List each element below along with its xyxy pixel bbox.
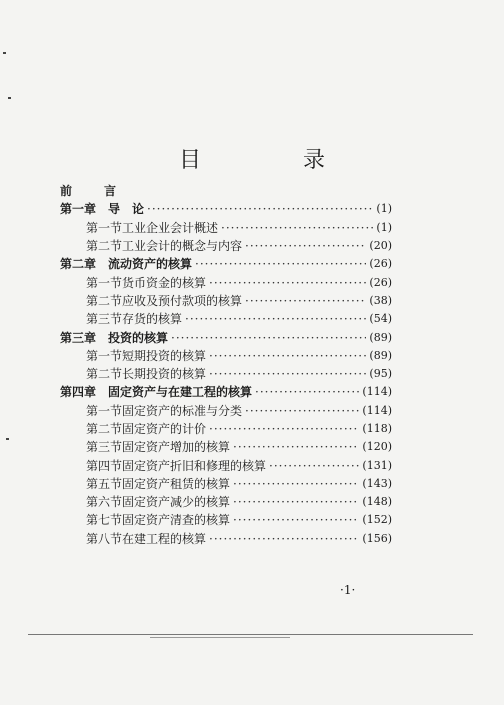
dot-leader — [209, 532, 359, 546]
dot-leader — [255, 385, 359, 399]
toc-title: 在建工程的核算 — [122, 531, 207, 546]
page-number-footer: ·1· — [340, 583, 356, 597]
dot-leader — [233, 440, 359, 454]
toc-number: 第一章 — [60, 202, 97, 217]
dot-leader — [209, 422, 359, 436]
toc-page: (54) — [369, 312, 392, 326]
toc-page: (89) — [369, 348, 392, 362]
toc-number: 第四节 — [86, 458, 123, 473]
toc-page: (118) — [362, 422, 392, 435]
toc-title: 固定资产的计价 — [122, 422, 207, 436]
toc-entry-section[interactable] — [60, 347, 392, 365]
toc-page: (38) — [369, 293, 392, 307]
dot-leader — [233, 513, 359, 527]
scan-mark — [3, 52, 6, 54]
dot-leader — [185, 312, 366, 326]
dot-leader — [221, 221, 373, 235]
dot-leader — [269, 459, 359, 473]
toc-entry-section[interactable] — [60, 530, 392, 548]
toc-title: 流动资产的核算 — [108, 257, 193, 272]
toc-page: (1) — [376, 202, 392, 216]
toc-title: 固定资产与在建工程的核算 — [108, 385, 253, 400]
toc-entry-section[interactable] — [60, 402, 392, 420]
toc-entry-section[interactable] — [60, 475, 392, 493]
toc-title: 短期投资的核算 — [122, 348, 207, 363]
toc-page: (26) — [369, 257, 392, 271]
dot-leader — [245, 404, 359, 418]
toc-entry-chapter-1[interactable] — [60, 200, 392, 218]
toc-page: (95) — [369, 367, 392, 381]
toc-number: 第七节 — [86, 513, 123, 528]
toc-page: (1) — [376, 220, 392, 234]
toc-title: 固定资产增加的核算 — [122, 440, 231, 455]
toc-number: 第一节 — [86, 275, 123, 290]
toc-entry-section[interactable] — [60, 511, 392, 529]
toc-page: (20) — [369, 239, 392, 253]
dot-leader — [171, 331, 366, 345]
toc-number: 第一节 — [86, 348, 123, 363]
toc-entry-section[interactable] — [60, 292, 392, 310]
toc-title: 固定资产减少的核算 — [122, 495, 231, 510]
toc-page: (89) — [369, 330, 392, 344]
dot-leader — [233, 495, 359, 509]
toc-number: 第三章 — [60, 330, 97, 345]
toc-title: 货币资金的核算 — [122, 275, 207, 290]
scan-mark — [6, 438, 9, 440]
toc-entry-chapter-4[interactable] — [60, 383, 392, 401]
toc-entry-section[interactable] — [60, 493, 392, 511]
toc-entry-chapter-2[interactable] — [60, 255, 392, 273]
toc-number: 第二章 — [60, 257, 97, 272]
toc-page: (120) — [362, 440, 392, 454]
toc-title: 投资的核算 — [108, 330, 169, 345]
toc-number: 第二节 — [86, 422, 123, 436]
toc-page: (114) — [362, 403, 392, 417]
toc-entry-preface[interactable] — [60, 182, 392, 200]
toc-entry-section[interactable] — [60, 456, 392, 474]
toc-entry-section[interactable] — [60, 420, 392, 438]
toc-number: 第二节 — [86, 239, 123, 254]
dot-leader — [209, 349, 366, 363]
toc-number: 第一节 — [86, 220, 123, 235]
toc-title: 工业会计的概念与内容 — [122, 239, 243, 254]
toc-number: 第四章 — [60, 385, 97, 400]
toc-title: 固定资产的标准与分类 — [122, 403, 243, 418]
toc-title: 长期投资的核算 — [122, 367, 207, 382]
toc-number: 第二节 — [86, 367, 123, 382]
dot-leader — [233, 477, 359, 491]
toc-title: 导 论 — [108, 202, 145, 217]
toc-number: 第八节 — [86, 531, 123, 546]
toc-number: 第六节 — [86, 495, 123, 510]
dot-leader — [245, 239, 366, 253]
scan-edge-line — [150, 637, 290, 638]
dot-leader — [195, 257, 366, 271]
toc-title: 固定资产清查的核算 — [122, 513, 231, 528]
toc-number: 第二节 — [86, 293, 123, 308]
toc-title: 应收及预付款项的核算 — [122, 293, 243, 308]
toc-title: 固定资产租赁的核算 — [122, 476, 231, 491]
dot-leader — [209, 276, 366, 290]
dot-leader — [147, 202, 373, 216]
toc-title: 前 言 — [60, 184, 127, 199]
scan-mark — [8, 97, 11, 99]
toc-page: (148) — [362, 495, 392, 509]
toc-page: (26) — [369, 275, 392, 289]
table-of-contents — [60, 182, 392, 548]
page-title: 目 录 — [178, 148, 365, 173]
toc-page: (143) — [362, 476, 392, 490]
dot-leader — [245, 294, 366, 308]
toc-page: (131) — [362, 458, 392, 472]
toc-entry-chapter-3[interactable] — [60, 328, 392, 346]
toc-title: 工业企业会计概述 — [122, 220, 219, 235]
toc-number: 第一节 — [86, 403, 123, 418]
toc-entry-section[interactable] — [60, 219, 392, 237]
toc-entry-section[interactable] — [60, 273, 392, 291]
dot-leader — [209, 367, 366, 381]
toc-page: (156) — [362, 531, 392, 545]
toc-title: 固定资产折旧和修理的核算 — [122, 458, 267, 473]
toc-title: 存货的核算 — [122, 312, 183, 327]
toc-number: 第三节 — [86, 312, 123, 327]
toc-entry-section[interactable] — [60, 310, 392, 328]
toc-page: (114) — [362, 385, 392, 399]
toc-number: 第五节 — [86, 476, 123, 491]
toc-page: (152) — [362, 513, 392, 527]
toc-entry-section[interactable] — [60, 438, 392, 456]
toc-number: 第三节 — [86, 440, 123, 455]
scan-edge-line — [28, 634, 473, 635]
toc-entry-section[interactable] — [60, 237, 392, 255]
toc-entry-section[interactable] — [60, 365, 392, 383]
